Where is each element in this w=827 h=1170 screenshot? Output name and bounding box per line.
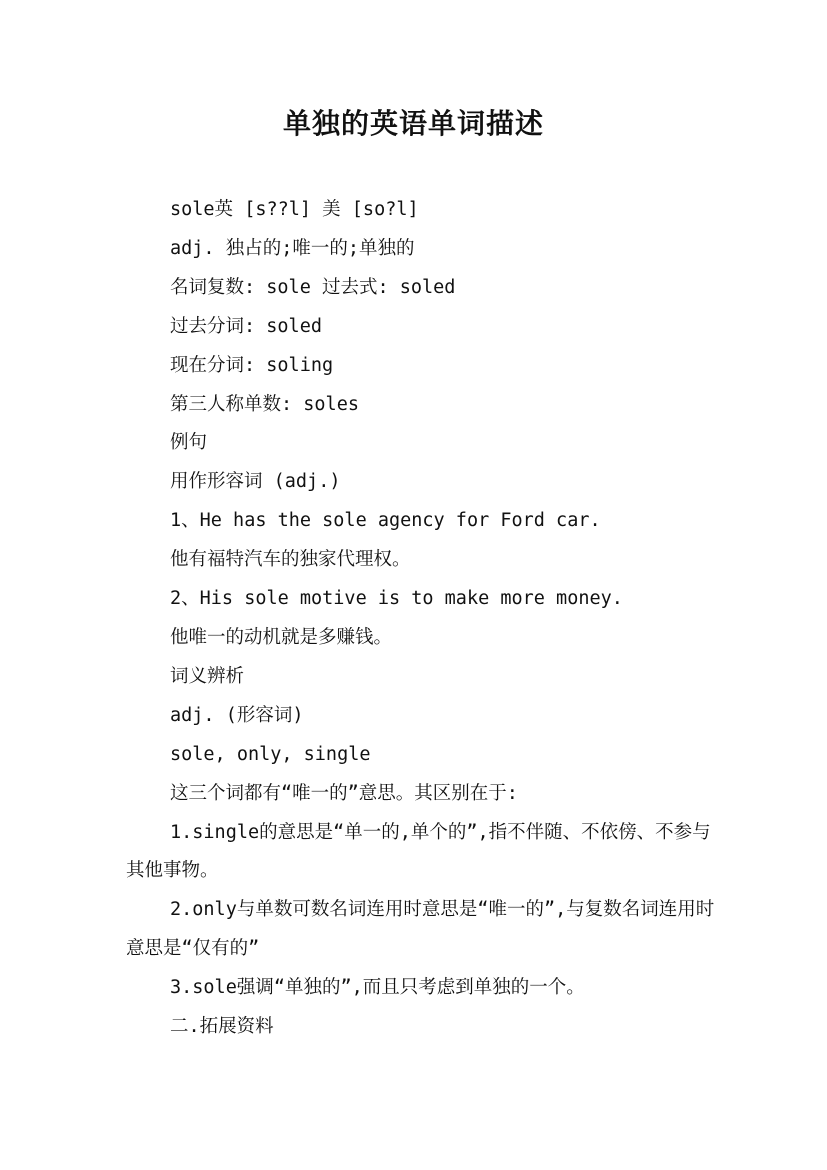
examples-heading: 例句 xyxy=(170,432,208,454)
third-person-line: 第三人称单数: soles xyxy=(170,393,359,415)
pronunciation-line: sole英 [s??l] 美 [so?l] xyxy=(170,199,419,220)
present-participle-line: 现在分词: soling xyxy=(170,354,334,376)
single-explanation-paragraph: 1.single的意思是“单一的,单个的”,指不伴随、不依傍、不参与其他事物。 xyxy=(126,821,711,882)
example-translation-2: 他唯一的动机就是多赚钱。 xyxy=(170,626,393,648)
word-analysis-heading: 词义辨析 xyxy=(170,665,245,687)
example-sentence-1: 1、He has the sole agency for Ford car. xyxy=(170,510,601,532)
only-explanation-paragraph: 2.only与单数可数名词连用时意思是“唯一的”,与复数名词连用时意思是“仅有的” xyxy=(126,899,715,960)
page-title: 单独的英语单词描述 xyxy=(282,107,544,140)
example-translation-1: 他有福特汽车的独家代理权。 xyxy=(170,549,411,571)
example-sentence-2: 2、His sole motive is to make more money. xyxy=(170,588,623,610)
extended-materials-heading: 二.拓展资料 xyxy=(170,1016,274,1038)
comparison-intro-line: 这三个词都有“唯一的”意思。其区别在于: xyxy=(170,782,518,804)
part-of-speech-line: adj. (形容词) xyxy=(170,704,304,726)
plural-past-line: 名词复数: sole 过去式: soled xyxy=(170,276,456,298)
definition-line: adj. 独占的;唯一的;单独的 xyxy=(170,237,415,259)
sole-explanation-paragraph: 3.sole强调“单独的”,而且只考虑到单独的一个。 xyxy=(170,977,585,999)
past-participle-line: 过去分词: soled xyxy=(170,315,322,337)
synonyms-line: sole, only, single xyxy=(170,743,371,765)
adjective-usage-heading: 用作形容词 (adj.) xyxy=(170,471,341,493)
document-body xyxy=(126,191,716,1047)
